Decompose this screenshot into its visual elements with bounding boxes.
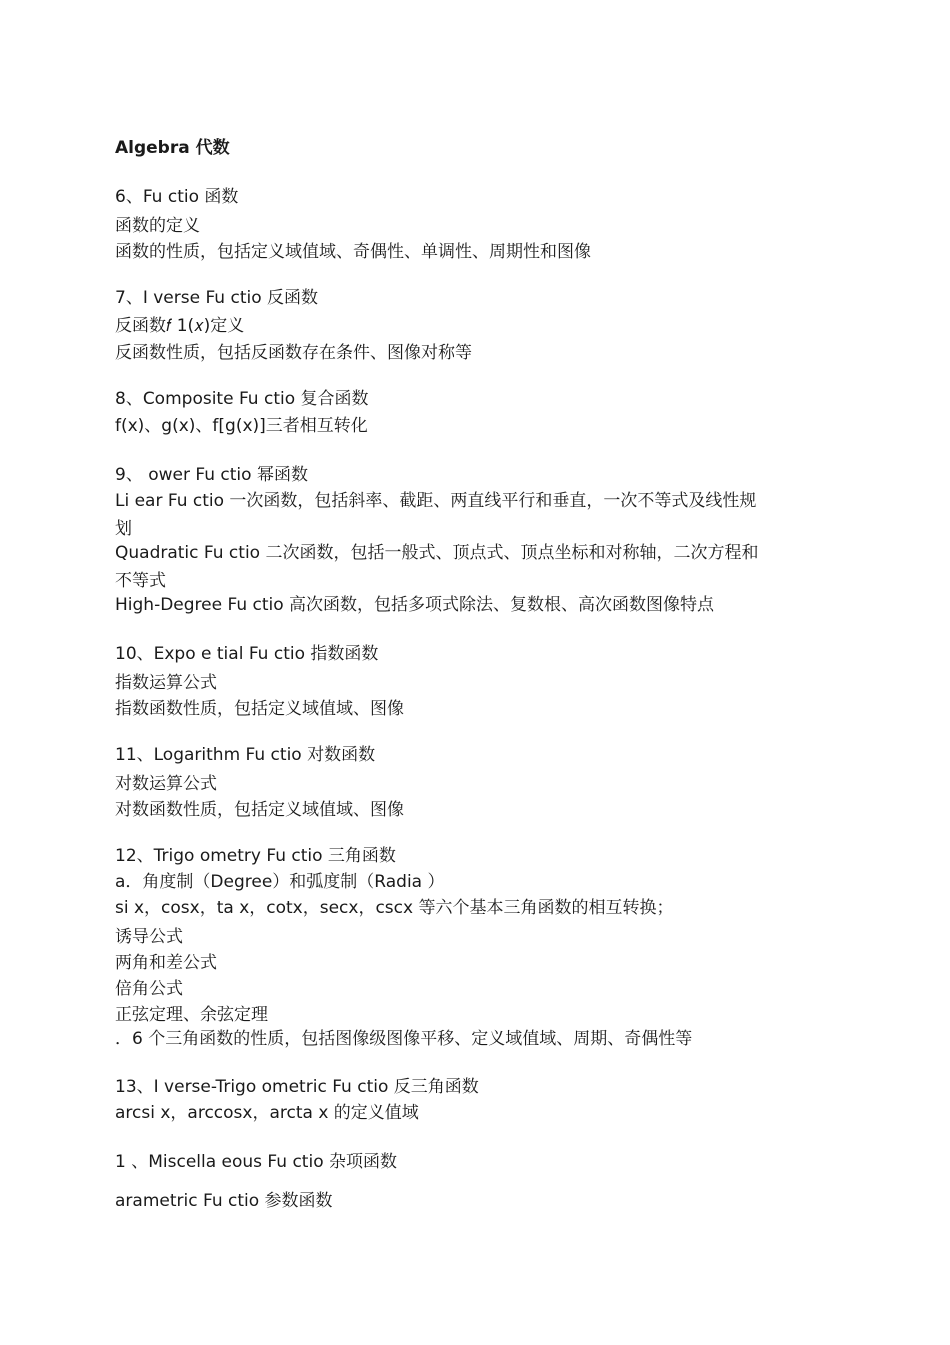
section-heading: 7、I verse Fu ctio 反函数 <box>115 288 319 308</box>
section-line: 正弦定理、余弦定理 <box>115 1005 268 1025</box>
section-line: 不等式 <box>115 571 166 591</box>
section-line: 函数的定义 <box>115 216 200 236</box>
section-heading: 12、Trigo ometry Fu ctio 三角函数 <box>115 846 396 866</box>
section-line: High-Degree Fu ctio 高次函数，包括多项式除法、复数根、高次函数图像特点 <box>115 595 715 615</box>
section-heading: 8、Composite Fu ctio 复合函数 <box>115 389 369 409</box>
section-heading: 9、 ower Fu ctio 幂函数 <box>115 465 308 485</box>
section-line: 诱导公式 <box>115 927 183 947</box>
section-line: 反函数𝑓 1(𝑥)定义 <box>115 316 245 336</box>
section-line: ．6 个三角函数的性质，包括图像级图像平移、定义域值域、周期、奇偶性等 <box>115 1029 693 1049</box>
section-line: 指数函数性质，包括定义域值域、图像 <box>115 699 404 719</box>
section-line: Quadratic Fu ctio 二次函数，包括一般式、顶点式、顶点坐标和对称轴，二次方程和 <box>115 543 759 563</box>
section-line: 对数运算公式 <box>115 774 217 794</box>
section-heading: 6、Fu ctio 函数 <box>115 187 239 207</box>
section-line: 倍角公式 <box>115 979 183 999</box>
section-heading: 13、I verse-Trigo ometric Fu ctio 反三角函数 <box>115 1077 479 1097</box>
section-heading: 11、Logarithm Fu ctio 对数函数 <box>115 745 376 765</box>
section-line: arcsi x，arccosx，arcta x 的定义值域 <box>115 1103 419 1123</box>
section-line: 对数函数性质，包括定义域值域、图像 <box>115 800 404 820</box>
section-line: 指数运算公式 <box>115 673 217 693</box>
section-line: si x，cosx，ta x，cotx，secx，cscx 等六个基本三角函数的相互转换； <box>115 898 674 918</box>
page-title: Algebra 代数 <box>115 138 230 158</box>
section-line: 划 <box>115 519 132 539</box>
section-line: Li ear Fu ctio 一次函数，包括斜率、截距、两直线平行和垂直，一次不等式及线性规 <box>115 491 757 511</box>
section-heading: arametric Fu ctio 参数函数 <box>115 1191 333 1211</box>
section-line: f(x)、g(x)、f[g(x)]三者相互转化 <box>115 416 368 436</box>
section-heading: 1 、Miscella eous Fu ctio 杂项函数 <box>115 1152 398 1172</box>
section-line: 反函数性质，包括反函数存在条件、图像对称等 <box>115 343 472 363</box>
section-line: 函数的性质，包括定义域值域、奇偶性、单调性、周期性和图像 <box>115 242 591 262</box>
section-line: a．角度制（Degree）和弧度制（Radia ） <box>115 872 445 892</box>
section-heading: 10、Expo e tial Fu ctio 指数函数 <box>115 644 379 664</box>
section-line: 两角和差公式 <box>115 953 217 973</box>
